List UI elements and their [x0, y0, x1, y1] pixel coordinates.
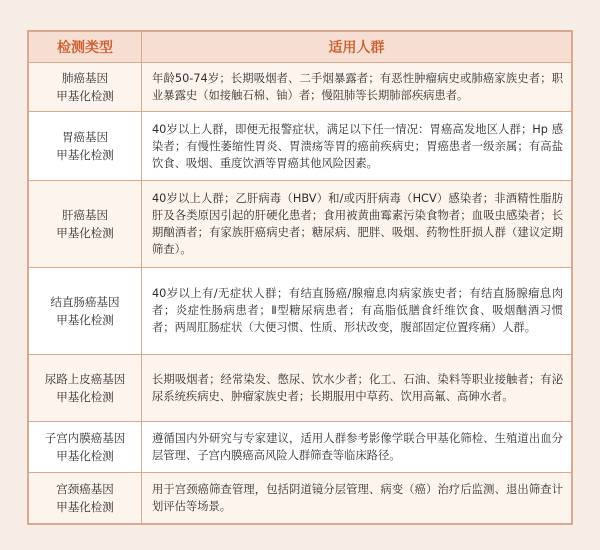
target-population-text: 年龄50-74岁；长期吸烟者、二手烟暴露者；有恶性肿瘤病史或肺癌家族史者；职业暴露史（如接触石棉、铀）者；慢阻肺等长期肺部疾病患者。 [142, 63, 572, 112]
column-header-target-population: 适用人群 [142, 32, 572, 63]
test-type-method: 甲基化检测 [56, 312, 114, 327]
target-population-text: 40岁以上人群，即便无报警症状，满足以下任一情况：胃癌高发地区人群；Hp 感染者；有慢性萎缩性胃炎、胃溃疡等胃的癌前疾病史；胃癌患者一级亲属；有高盐饮食、吸烟、重度饮酒等胃癌其他风险因素。 [142, 112, 572, 181]
test-type-cell [29, 63, 142, 112]
test-type-name: 结直肠癌基因 [50, 294, 120, 309]
screening-table [28, 31, 572, 524]
target-population-text: 遵循国内外研究与专家建议，适用人群参考影像学联合甲基化筛检、生殖道出血分层管理、子宫内膜癌高风险人群筛查等临床路径。 [142, 422, 572, 472]
table-row [29, 422, 572, 472]
test-type-name: 胃癌基因 [62, 130, 108, 145]
test-type-name: 宫颈癌基因 [56, 481, 114, 496]
column-header-test-type: 检测类型 [29, 32, 142, 63]
table-row [29, 112, 572, 181]
test-type-method: 甲基化检测 [56, 448, 114, 463]
table-row [29, 354, 572, 422]
test-type-cell [29, 112, 142, 181]
target-population-text: 40岁以上有/无症状人群；有结直肠癌/腺瘤息肉病家族史者；有结直肠腺瘤息肉者；炎症性肠病患者；Ⅱ型糖尿病患者；有高脂低膳食纤维饮食、吸烟酗酒习惯者；两周肛肠症状（大便习惯、性质、形状改变，腹部固定位置疼痛）人群。 [142, 267, 572, 354]
test-type-cell [29, 354, 142, 422]
target-population-text: 40岁以上人群；乙肝病毒（HBV）和/或丙肝病毒（HCV）感染者；非酒精性脂肪肝及各类原因引起的肝硬化患者；食用被黄曲霉素污染食物者；血吸虫感染者；长期酗酒者；有家族肝癌病史者；糖尿病、肥胖、吸烟、药物性肝损人群（建议定期筛查）。 [142, 181, 572, 268]
target-population-text: 用于宫颈癌筛查管理，包括阴道镜分层管理、病变（癌）治疗后监测、退出筛查计划评估等场景。 [142, 472, 572, 523]
table-row [29, 63, 572, 112]
target-population-text: 长期吸烟者；经常染发、憋尿、饮水少者；化工、石油、染料等职业接触者；有泌尿系统疾病史、肿瘤家族史者；长期服用中草药、饮用高氟、高砷水者。 [142, 354, 572, 422]
test-type-method: 甲基化检测 [56, 499, 114, 514]
test-type-name: 肺癌基因 [62, 71, 108, 86]
test-type-method: 甲基化检测 [56, 225, 114, 240]
test-type-name: 尿路上皮癌基因 [44, 371, 126, 386]
test-type-cell [29, 181, 142, 268]
test-type-name: 子宫内膜癌基因 [44, 430, 126, 445]
test-type-cell [29, 267, 142, 354]
table-header-row [29, 32, 572, 63]
test-type-method: 甲基化检测 [56, 89, 114, 104]
test-type-method: 甲基化检测 [56, 148, 114, 163]
test-type-cell [29, 472, 142, 523]
table-row [29, 267, 572, 354]
test-type-cell [29, 422, 142, 472]
test-type-name: 肝癌基因 [62, 207, 108, 222]
test-type-method: 甲基化检测 [56, 389, 114, 404]
table-row [29, 472, 572, 523]
table-row [29, 181, 572, 268]
screening-table-panel [27, 30, 573, 525]
